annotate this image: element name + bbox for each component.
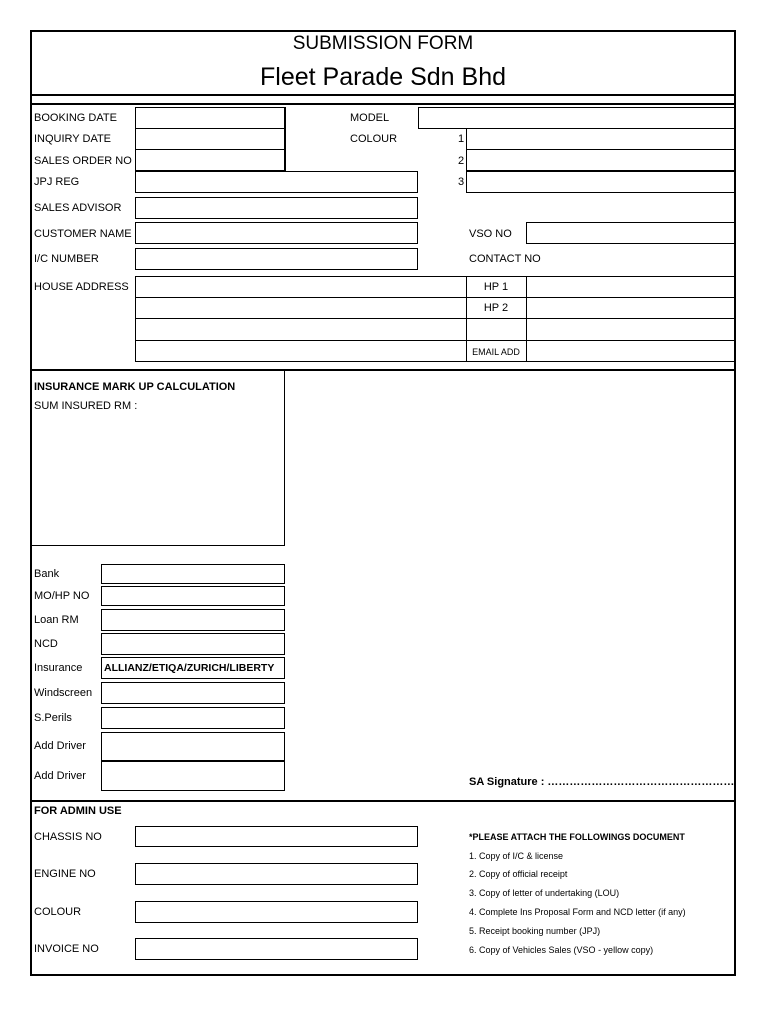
contact-no-label: CONTACT NO <box>469 253 541 265</box>
vso-no-field[interactable] <box>526 222 735 244</box>
chassis-no-label: CHASSIS NO <box>34 831 102 843</box>
insurance-heading: INSURANCE MARK UP CALCULATION <box>34 381 236 393</box>
insurance-value: ALLIANZ/ETIQA/ZURICH/LIBERTY <box>104 662 275 674</box>
booking-date-field[interactable] <box>135 107 285 129</box>
chassis-no-field[interactable] <box>135 826 418 847</box>
colour-option-2-field[interactable] <box>466 149 735 171</box>
model-divider <box>285 107 286 171</box>
hp1-label: HP 1 <box>483 281 509 293</box>
doc-item: 2. Copy of official receipt <box>469 869 568 879</box>
insurance-box-bottom <box>31 545 285 546</box>
sales-order-no-field[interactable] <box>135 149 285 171</box>
customer-name-field[interactable] <box>135 222 418 244</box>
inquiry-date-field[interactable] <box>135 128 285 150</box>
invoice-no-label: INVOICE NO <box>34 943 99 955</box>
doc-item: 1. Copy of I/C & license <box>469 851 564 861</box>
ic-number-field[interactable] <box>135 248 418 270</box>
vso-no-label: VSO NO <box>469 228 512 240</box>
model-label: MODEL <box>350 112 390 124</box>
attach-heading: *PLEASE ATTACH THE FOLLOWINGS DOCUMENT <box>469 832 685 842</box>
company-name: Fleet Parade Sdn Bhd <box>260 63 506 91</box>
ncd-label: NCD <box>34 638 58 650</box>
sum-insured-label: SUM INSURED RM : <box>34 400 138 412</box>
admin-colour-field[interactable] <box>135 901 418 923</box>
jpj-reg-field[interactable] <box>135 171 418 193</box>
hp2-label: HP 2 <box>483 302 509 314</box>
booking-date-label: BOOKING DATE <box>34 112 117 124</box>
mo-hp-no-label: MO/HP NO <box>34 590 90 602</box>
loan-rm-field[interactable] <box>101 609 285 631</box>
engine-no-label: ENGINE NO <box>34 868 96 880</box>
inquiry-date-label: INQUIRY DATE <box>34 133 112 145</box>
insurance-label: Insurance <box>34 662 83 674</box>
house-address-label: HOUSE ADDRESS <box>34 281 129 293</box>
email-add-label: EMAIL ADD <box>472 347 520 357</box>
ncd-field[interactable] <box>101 633 285 655</box>
admin-section-divider <box>31 800 735 802</box>
doc-item: 5. Receipt booking number (JPJ) <box>469 926 601 936</box>
header-divider <box>31 94 735 96</box>
s-perils-label: S.Perils <box>34 712 72 724</box>
windscreen-label: Windscreen <box>34 687 93 699</box>
add-driver-1-field[interactable] <box>101 732 285 761</box>
doc-item: 4. Complete Ins Proposal Form and NCD letter (if any) <box>469 907 686 917</box>
doc-item: 6. Copy of Vehicles Sales (VSO - yellow copy) <box>469 945 654 955</box>
mo-hp-no-field[interactable] <box>101 586 285 606</box>
bank-field[interactable] <box>101 564 285 584</box>
invoice-no-field[interactable] <box>135 938 418 960</box>
insurance-box-right <box>284 371 285 546</box>
loan-rm-label: Loan RM <box>34 614 79 626</box>
add-driver-2-field[interactable] <box>101 761 285 791</box>
insurance-section-divider <box>31 369 735 371</box>
sa-signature: SA Signature : …………………………………………… <box>469 776 735 788</box>
jpj-reg-label: JPJ REG <box>34 176 80 188</box>
colour-label: COLOUR <box>350 133 398 145</box>
customer-name-label: CUSTOMER NAME <box>34 228 132 240</box>
colour-option-3-field[interactable] <box>466 171 735 193</box>
hp2-field[interactable] <box>527 298 734 317</box>
model-field[interactable] <box>418 107 735 129</box>
s-perils-field[interactable] <box>101 707 285 729</box>
sales-advisor-label: SALES ADVISOR <box>34 202 122 214</box>
ic-number-label: I/C NUMBER <box>34 253 99 265</box>
sales-advisor-field[interactable] <box>135 197 418 219</box>
bank-label: Bank <box>34 568 60 580</box>
add-driver-1-label: Add Driver <box>34 740 86 752</box>
admin-colour-label: COLOUR <box>34 906 82 918</box>
colour-option-1-label: 1 <box>458 133 465 145</box>
add-driver-2-label: Add Driver <box>34 770 86 782</box>
windscreen-field[interactable] <box>101 682 285 704</box>
doc-item: 3. Copy of letter of undertaking (LOU) <box>469 888 620 898</box>
header-divider-2 <box>31 103 735 105</box>
email-field[interactable] <box>527 341 734 361</box>
sales-order-no-label: SALES ORDER NO <box>34 155 132 167</box>
engine-no-field[interactable] <box>135 863 418 885</box>
form-title: SUBMISSION FORM <box>292 33 474 54</box>
colour-option-1-field[interactable] <box>466 128 735 150</box>
address-row-line-2 <box>135 318 735 319</box>
colour-option-3-label: 3 <box>458 176 465 188</box>
admin-heading: FOR ADMIN USE <box>34 805 122 817</box>
hp1-field[interactable] <box>527 277 734 296</box>
colour-option-2-label: 2 <box>458 155 465 167</box>
